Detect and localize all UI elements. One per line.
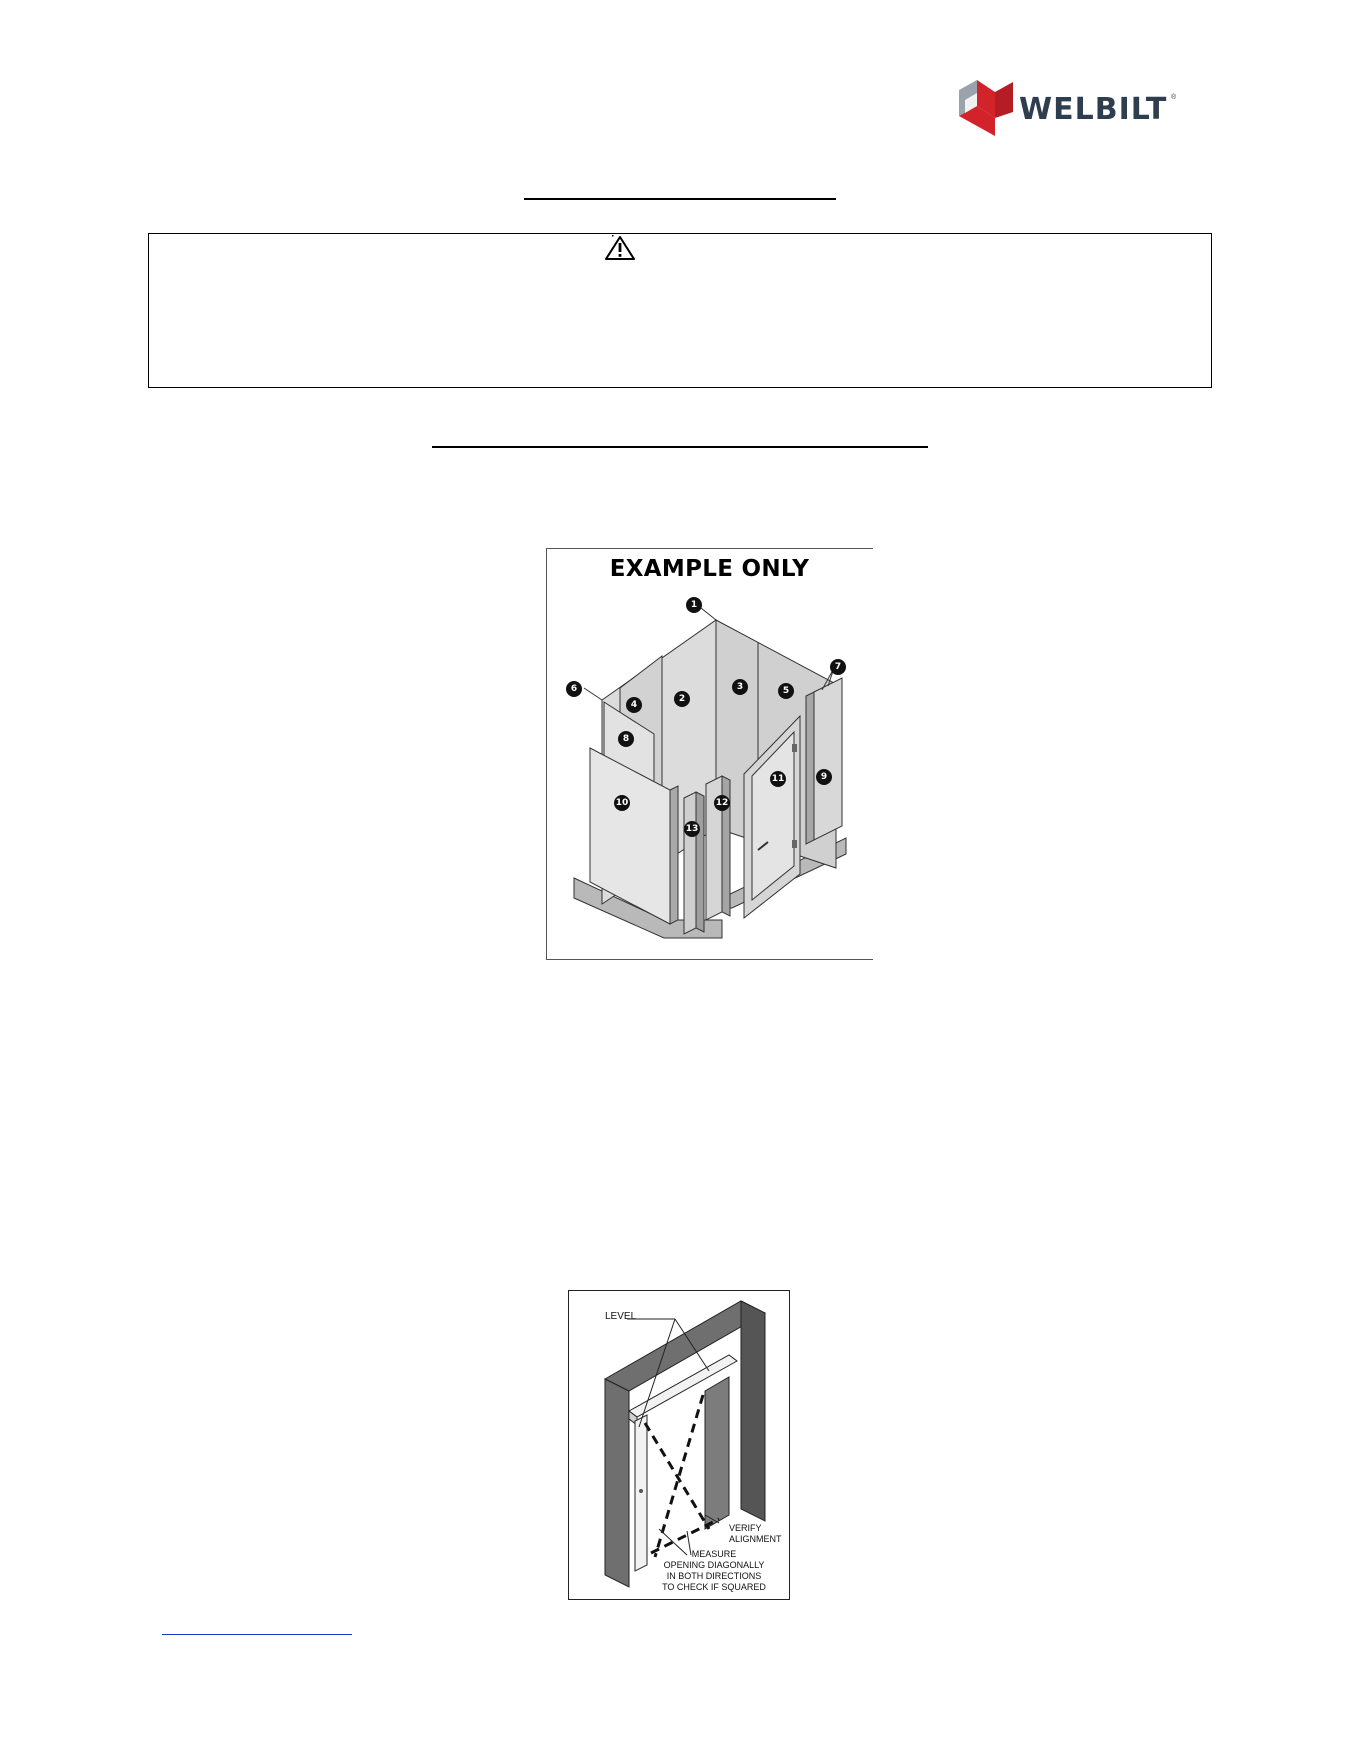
- section-heading-rule: [524, 198, 836, 200]
- label-verify-alignment: [729, 1523, 782, 1545]
- label-level: LEVEL: [605, 1311, 637, 1322]
- label-measure-line-1: MEASURE: [691, 1549, 737, 1559]
- warning-box: [148, 233, 1212, 388]
- callout-1: 1: [686, 597, 702, 613]
- figure-panel-assembly: [546, 548, 873, 960]
- label-verify-line-1: VERIFY: [729, 1523, 762, 1533]
- welbilt-logo-mark-icon: [955, 78, 1017, 140]
- logo-wordmark: WELBILT: [1019, 92, 1168, 127]
- callout-2: 2: [674, 691, 690, 707]
- callout-13: 13: [684, 821, 700, 837]
- warning-triangle-icon: [603, 234, 637, 262]
- label-measure-diagonally: [649, 1549, 779, 1593]
- panel-assembly-illustration: [546, 548, 873, 960]
- callout-12: 12: [714, 795, 730, 811]
- figure-title: EXAMPLE ONLY: [609, 556, 810, 582]
- callout-8: 8: [618, 731, 634, 747]
- label-measure-line-3: IN BOTH DIRECTIONS: [666, 1571, 762, 1581]
- label-verify-line-2: ALIGNMENT: [729, 1534, 782, 1544]
- callout-7: 7: [830, 659, 846, 675]
- callout-5: 5: [778, 683, 794, 699]
- callout-4: 4: [626, 697, 642, 713]
- callout-6: 6: [566, 681, 582, 697]
- label-measure-line-4: TO CHECK IF SQUARED: [662, 1582, 766, 1592]
- callout-3: 3: [732, 679, 748, 695]
- welbilt-logo: [955, 78, 1185, 142]
- callout-10: 10: [614, 795, 630, 811]
- label-measure-line-2: OPENING DIAGONALLY: [663, 1560, 765, 1570]
- callout-11: 11: [770, 771, 786, 787]
- figure-door-alignment: [568, 1290, 790, 1600]
- footer-link-underline[interactable]: [162, 1634, 352, 1635]
- callout-9: 9: [816, 769, 832, 785]
- section-heading-rule: [432, 446, 928, 448]
- logo-registered-mark: ®: [1171, 94, 1177, 101]
